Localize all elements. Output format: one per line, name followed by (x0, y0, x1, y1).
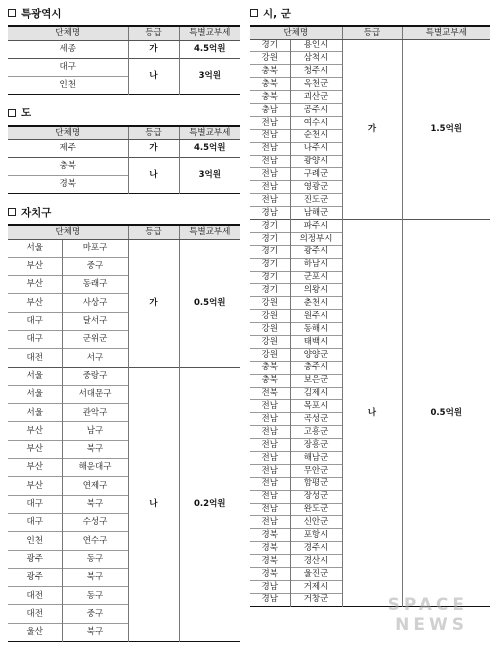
region-cell: 전남 (250, 464, 290, 477)
name-cell: 연제구 (62, 477, 128, 495)
amount-cell: 0.5억원 (179, 239, 240, 367)
region-cell: 부산 (8, 440, 62, 458)
amount-cell: 3억원 (179, 158, 240, 194)
grade-cell: 가 (342, 39, 402, 219)
region-cell: 전남 (250, 155, 290, 168)
region-cell: 대구 (8, 495, 62, 513)
column-header: 등급 (128, 225, 179, 239)
name-cell: 남구 (62, 422, 128, 440)
region-cell: 전북 (250, 387, 290, 400)
table-row (8, 239, 240, 257)
name-cell: 원주시 (290, 310, 342, 323)
name-cell: 태백시 (290, 335, 342, 348)
name-cell: 청주시 (290, 65, 342, 78)
name-cell: 완도군 (290, 503, 342, 516)
name-cell: 고흥군 (290, 426, 342, 439)
name-cell: 함평군 (290, 477, 342, 490)
section-title-text: 시, 군 (263, 7, 291, 20)
name-cell: 신안군 (290, 516, 342, 529)
name-cell: 남해군 (290, 207, 342, 220)
region-cell: 서울 (8, 385, 62, 403)
header-row (250, 26, 490, 39)
region-cell: 울산 (8, 623, 62, 641)
watermark-line-2: NEWS (395, 615, 468, 635)
name-cell: 경주시 (290, 542, 342, 555)
name-cell: 인천 (8, 76, 128, 94)
region-cell: 부산 (8, 257, 62, 275)
name-cell: 의왕시 (290, 284, 342, 297)
name-cell: 달서구 (62, 312, 128, 330)
name-cell: 구례군 (290, 168, 342, 181)
name-cell: 충북 (8, 158, 128, 176)
name-cell: 동해시 (290, 323, 342, 336)
name-cell: 제주 (8, 140, 128, 158)
amount-cell: 0.2억원 (179, 367, 240, 641)
region-cell: 경북 (250, 542, 290, 555)
name-cell: 경북 (8, 176, 128, 194)
name-cell: 중구 (62, 605, 128, 623)
region-cell: 부산 (8, 294, 62, 312)
region-cell: 전남 (250, 452, 290, 465)
column-header: 등급 (342, 26, 402, 39)
name-cell: 군포시 (290, 271, 342, 284)
name-cell: 포항시 (290, 529, 342, 542)
name-cell: 용인시 (290, 39, 342, 52)
region-cell: 경남 (250, 580, 290, 593)
name-cell: 동구 (62, 550, 128, 568)
section-title-text: 자치구 (21, 206, 52, 219)
region-cell: 경기 (250, 219, 290, 232)
region-cell: 강원 (250, 323, 290, 336)
name-cell: 군위군 (62, 330, 128, 348)
region-cell: 전남 (250, 142, 290, 155)
name-cell: 북구 (62, 623, 128, 641)
name-cell: 보은군 (290, 374, 342, 387)
name-cell: 사상구 (62, 294, 128, 312)
grade-cell: 가 (128, 239, 179, 367)
region-cell: 전남 (250, 503, 290, 516)
name-cell: 괴산군 (290, 91, 342, 104)
name-cell: 관악구 (62, 404, 128, 422)
amount-cell: 0.5억원 (402, 219, 490, 606)
name-cell: 양양군 (290, 348, 342, 361)
name-cell: 목포시 (290, 400, 342, 413)
name-cell: 김제시 (290, 387, 342, 400)
watermark-line-1: SPACE (387, 595, 468, 615)
name-cell: 공주시 (290, 103, 342, 116)
name-cell: 중랑구 (62, 367, 128, 385)
table-row (8, 367, 240, 385)
section-title-text: 도 (21, 107, 32, 119)
region-cell: 부산 (8, 459, 62, 477)
name-cell: 여수시 (290, 116, 342, 129)
table-row (250, 219, 490, 232)
name-cell: 연수구 (62, 532, 128, 550)
grade-cell: 나 (128, 367, 179, 641)
name-cell: 곡성군 (290, 413, 342, 426)
table-province (8, 125, 240, 195)
name-cell: 순천시 (290, 129, 342, 142)
name-cell: 영광군 (290, 181, 342, 194)
name-cell: 광양시 (290, 155, 342, 168)
region-cell: 강원 (250, 52, 290, 65)
table-metro (8, 25, 240, 95)
name-cell: 해남군 (290, 452, 342, 465)
region-cell: 전남 (250, 477, 290, 490)
region-cell: 서울 (8, 239, 62, 257)
column-header: 특별교부세 (179, 26, 240, 40)
region-cell: 강원 (250, 310, 290, 323)
section-title-text: 특광역시 (21, 7, 62, 20)
region-cell: 경북 (250, 529, 290, 542)
section-title-city (250, 6, 490, 20)
region-cell: 대전 (8, 605, 62, 623)
region-cell: 인천 (8, 532, 62, 550)
column-header: 단체명 (250, 26, 342, 39)
grade-cell: 나 (342, 219, 402, 606)
amount-cell: 1.5억원 (402, 39, 490, 219)
name-cell: 북구 (62, 495, 128, 513)
region-cell: 대구 (8, 330, 62, 348)
section-title-district (8, 205, 240, 219)
region-cell: 강원 (250, 348, 290, 361)
table-row (8, 140, 240, 158)
name-cell: 의정부시 (290, 232, 342, 245)
checkbox-icon (8, 109, 16, 117)
name-cell: 거제시 (290, 580, 342, 593)
name-cell: 수성구 (62, 513, 128, 531)
name-cell: 북구 (62, 440, 128, 458)
column-header: 단체명 (8, 126, 128, 140)
region-cell: 서울 (8, 404, 62, 422)
region-cell: 부산 (8, 477, 62, 495)
left-column (8, 0, 240, 642)
table-city (250, 25, 490, 607)
region-cell: 경북 (250, 555, 290, 568)
grade-cell: 나 (128, 158, 179, 194)
region-cell: 전남 (250, 426, 290, 439)
region-cell: 충북 (250, 374, 290, 387)
name-cell: 삼척시 (290, 52, 342, 65)
name-cell: 북구 (62, 568, 128, 586)
region-cell: 경기 (250, 245, 290, 258)
region-cell: 부산 (8, 422, 62, 440)
name-cell: 장흥군 (290, 439, 342, 452)
region-cell: 경기 (250, 39, 290, 52)
region-cell: 부산 (8, 276, 62, 294)
grade-cell: 가 (128, 140, 179, 158)
checkbox-icon (8, 208, 16, 216)
checkbox-icon (250, 9, 258, 17)
header-row (8, 26, 240, 40)
column-header: 등급 (128, 126, 179, 140)
region-cell: 전남 (250, 116, 290, 129)
amount-cell: 3억원 (179, 58, 240, 94)
table-row (8, 58, 240, 76)
column-header: 특별교부세 (179, 225, 240, 239)
region-cell: 충북 (250, 361, 290, 374)
region-cell: 전남 (250, 413, 290, 426)
region-cell: 전남 (250, 400, 290, 413)
region-cell: 대구 (8, 513, 62, 531)
region-cell: 전남 (250, 516, 290, 529)
region-cell: 광주 (8, 568, 62, 586)
region-cell: 광주 (8, 550, 62, 568)
section-title-province (8, 106, 240, 120)
region-cell: 충북 (250, 78, 290, 91)
region-cell: 충남 (250, 103, 290, 116)
region-cell: 대전 (8, 587, 62, 605)
name-cell: 중구 (62, 257, 128, 275)
region-cell: 대구 (8, 312, 62, 330)
region-cell: 전남 (250, 439, 290, 452)
right-column (250, 0, 490, 607)
name-cell: 장성군 (290, 490, 342, 503)
table-row (8, 40, 240, 58)
name-cell: 옥천군 (290, 78, 342, 91)
region-cell: 서울 (8, 367, 62, 385)
name-cell: 세종 (8, 40, 128, 58)
region-cell: 전남 (250, 194, 290, 207)
header-row (8, 225, 240, 239)
name-cell: 충주시 (290, 361, 342, 374)
region-cell: 강원 (250, 335, 290, 348)
name-cell: 동구 (62, 587, 128, 605)
column-header: 특별교부세 (179, 126, 240, 140)
name-cell: 광주시 (290, 245, 342, 258)
name-cell: 대구 (8, 58, 128, 76)
region-cell: 충북 (250, 91, 290, 104)
table-district (8, 224, 240, 642)
region-cell: 경남 (250, 207, 290, 220)
section-title-metro (8, 6, 240, 20)
name-cell: 파주시 (290, 219, 342, 232)
region-cell: 경남 (250, 593, 290, 606)
region-cell: 강원 (250, 297, 290, 310)
checkbox-icon (8, 9, 16, 17)
region-cell: 전남 (250, 490, 290, 503)
region-cell: 충북 (250, 65, 290, 78)
name-cell: 거창군 (290, 593, 342, 606)
region-cell: 경기 (250, 271, 290, 284)
region-cell: 경기 (250, 232, 290, 245)
region-cell: 경기 (250, 284, 290, 297)
name-cell: 해운대구 (62, 459, 128, 477)
name-cell: 하남시 (290, 258, 342, 271)
region-cell: 전남 (250, 168, 290, 181)
name-cell: 무안군 (290, 464, 342, 477)
region-cell: 경기 (250, 258, 290, 271)
name-cell: 서대문구 (62, 385, 128, 403)
name-cell: 마포구 (62, 239, 128, 257)
column-header: 단체명 (8, 225, 128, 239)
region-cell: 전남 (250, 129, 290, 142)
column-header: 단체명 (8, 26, 128, 40)
header-row (8, 126, 240, 140)
region-cell: 경북 (250, 568, 290, 581)
name-cell: 서구 (62, 349, 128, 367)
name-cell: 동래구 (62, 276, 128, 294)
name-cell: 춘천시 (290, 297, 342, 310)
name-cell: 나주시 (290, 142, 342, 155)
table-row (250, 39, 490, 52)
name-cell: 울진군 (290, 568, 342, 581)
table-row (8, 158, 240, 176)
column-header: 특별교부세 (402, 26, 490, 39)
region-cell: 대전 (8, 349, 62, 367)
column-header: 등급 (128, 26, 179, 40)
name-cell: 경산시 (290, 555, 342, 568)
name-cell: 진도군 (290, 194, 342, 207)
grade-cell: 가 (128, 40, 179, 58)
amount-cell: 4.5억원 (179, 140, 240, 158)
amount-cell: 4.5억원 (179, 40, 240, 58)
grade-cell: 나 (128, 58, 179, 94)
region-cell: 전남 (250, 181, 290, 194)
